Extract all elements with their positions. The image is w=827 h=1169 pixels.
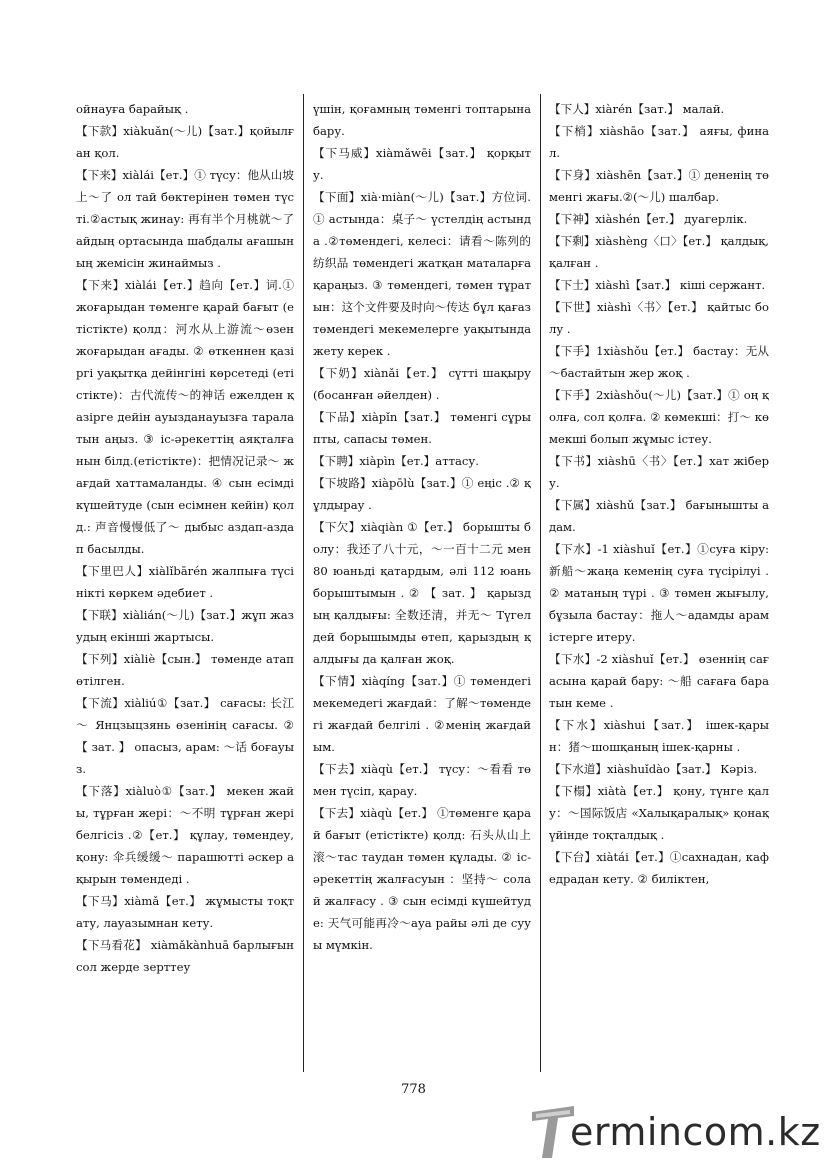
dictionary-entry: 【下榻】xiàtà【ет.】 қону, түнге қалу：～国际饭店 «Халықаралық» қонақ үйінде тоқталдық . [549, 784, 769, 842]
dictionary-entry: 【下来】xiàlái【ет.】趋向【ет.】词.① жоғарыдан төменге қарай бағыт (етістікте) қолд：河水从上游流～өзен жоғарыдан ағады. ② өткеннен қазіргі уақытқа дейінгіні көрсетеді (етістікте)：古代流传～的神话 ежелден қазірге дейін ауызданауызға таралатын аңыз. ③ іс-әрекеттің аяқталғанын білд.(етістікте)：把情况记录～ жағдай хаттамаланды. ④ сын есімді күшейтуде (сын есімнен кейін) қолд.: 声音慢慢低了～ дыбыс аздап-аздап басылды. [76, 278, 294, 556]
dictionary-entry: 【下台】xiàtái【ет.】①сахнадан, кафедрадан кету. ② биліктен, [549, 850, 769, 886]
column-right [549, 98, 769, 1073]
dictionary-entry: 【下来】xiàlái【ет.】① түсу：他从山坡上～了 ол тай бөктерінен төмен түсті.②астық жинау: 再有半个月桃就～了 айдың ортасында шабдалы ағашының жемісін жинаймыз . [76, 168, 294, 270]
column-left [76, 98, 294, 1073]
dictionary-entry: 【下品】xiàpǐn【зат.】 төменгі сұрыпты, сапасы төмен. [313, 410, 531, 446]
dictionary-entry: 【下士】xiàshì【зат.】 кіші сержант. [549, 278, 766, 292]
dictionary-entry: 【下身】xiàshēn【зат.】① дененің төменгі жағы.②(～儿) шалбар. [549, 168, 769, 204]
dictionary-entry: 【下属】xiàshǔ【зат.】 бағынышты адам. [549, 498, 769, 534]
termincom-logo [524, 1098, 824, 1162]
dictionary-entry: 【下坡路】xiàpōlù【зат.】① еңіс .② құлдырау . [313, 476, 531, 512]
dictionary-entry: 【下世】xiàshì〈书〉【ет.】 қайтыс болу . [549, 300, 769, 336]
dictionary-entry: 【下剩】xiàshèng〈口〉【ет.】 қалдық, қалған . [549, 234, 769, 270]
logo-t-glyph-icon [528, 1104, 576, 1160]
dictionary-entry: үшін, қоғамның төменгі топтарына бару. [313, 102, 531, 138]
dictionary-entry: 【下流】xiàliú①【зат.】 сағасы: 长江～ Янцзыцзянь өзенінің сағасы. ② 【 зат. 】 опасыз, арам: ～话 боғауыз. [76, 696, 294, 776]
dictionary-entry: 【下神】xiàshén【ет.】 дуагерлік. [549, 212, 748, 226]
page-number: 778 [401, 1082, 426, 1097]
dictionary-entry: 【下情】xiàqíng【зат.】① төмендегі мекемедегі жағдай：了解～төмендегі жағдай белгілі . ②менің жағдайым. [313, 674, 531, 754]
dictionary-entry: 【下里巴人】xiàlǐbārén жалпыға түсінікті көркем әдебиет . [76, 564, 294, 600]
dictionary-entry: 【下手】1xiàshǒu【ет.】 бастау：无从～бастайтын жер жоқ . [549, 344, 769, 380]
dictionary-entry: 【下款】xiàkuǎn(～儿)【зат.】қойылған қол. [76, 124, 294, 160]
dictionary-entry: 【下水】-1 xiàshuǐ【ет.】①суға кіру: 新船～жаңа кеменің суға түсірілуі .② матаның түрі . ③ төмен жығылу,бұзыла бастау：拖人～адамды арам істерге итеру. [549, 542, 769, 644]
column-divider-left [303, 94, 304, 1072]
dictionary-entry: 【下列】xiàliè【сын.】 төменде атап өтілген. [76, 652, 294, 688]
dictionary-entry: 【下去】xiàqù【ет.】 түсу：～看看 төмен түсіп, қарау. [313, 762, 531, 798]
dictionary-entry: 【下人】xiàrén【зат.】 малай. [549, 102, 725, 116]
dictionary-entry: 【下联】xiàlián(～儿)【зат.】жұп жазудың екінші жартысы. [76, 608, 294, 644]
dictionary-entry: 【下欠】xiàqiàn ①【ет.】 борышты болу：我还了八十元，～一百十二元 мен 80 юаньді қатардым, әлі 112 юань борыштымын . ② 【 зат. 】 қарыздың қалдығы: 全数还清，并无～ Түгелдей борышымды өтеп, қарыздың қалдығы да қалған жоқ. [313, 520, 531, 666]
dictionary-entry: 【下水】-2 xiàshuǐ【ет.】 өзеннің сағасына қарай бару: ～船 сағаға баратын кеме . [549, 652, 769, 710]
logo-text: ermincom.kz [570, 1110, 821, 1154]
dictionary-entry: 【下水】xiàshui【зат.】 ішек-қарын：猪～шошқаның ішек-қарны . [549, 718, 769, 754]
dictionary-entry: 【下马威】xiàmǎwēi【зат.】 қорқыту. [313, 146, 531, 182]
dictionary-entry: 【下水道】xiàshuǐdào【зат.】 Кәріз. [549, 762, 758, 776]
dictionary-entry: ойнауға барайық . [76, 102, 189, 116]
column-divider-right [540, 94, 541, 1072]
dictionary-entry: 【下马看花】 xiàmǎkànhuā барлығын сол жерде зерттеу [76, 938, 294, 974]
dictionary-entry: 【下落】xiàluò①【зат.】 мекен жайы, тұрған жері：～不明 тұрған жері белгісіз .②【ет.】 құлау, төмендеу, қону: 伞兵缓缓～ парашютті әскер ақырын төмендеді . [76, 784, 294, 886]
dictionary-entry: 【下聘】xiàpìn【ет.】аттасу. [313, 454, 479, 468]
column-middle [313, 98, 531, 1073]
dictionary-entry: 【下书】xiàshū〈书〉【ет.】хат жіберу. [549, 454, 769, 490]
dictionary-entry: 【下马】xiàmǎ【ет.】 жұмысты тоқтату, лауазымнан кету. [76, 894, 294, 930]
dictionary-entry: 【下奶】xiànǎi【ет.】 сүтті шақыру (босанған әйелден) . [313, 366, 531, 402]
dictionary-entry: 【下梢】xiàshāo【зат.】 аяғы, финал. [549, 124, 769, 160]
dictionary-entry: 【下面】xià·miàn(～儿)【зат.】方位词.① астында：桌子～ үстелдің астында .②төмендегі, келесі：请看～陈列的纺织品 төмендегі жатқан маталарға қараңыз. ③ төмендегі, төмен тұратын：这个文件要及时向～传达 бұл қағаз төмендегі мекемелерге уақытында жету керек . [313, 190, 531, 358]
dictionary-entry: 【下去】xiàqù【ет.】 ①төменге қарай бағыт (етістікте) қолд: 石头从山上滚～тас таудан төмен құлады. ② іс-әрекеттің жалғасуын ：坚持～ солай жалғасу . ③ сын есімді күшейтуде: 天气可能再冷～ауа райы әлі де сууы мүмкін. [313, 806, 531, 952]
dictionary-entry: 【下手】2xiàshǒu(～儿)【зат.】① оң қолға, сол қолға. ② көмекші：打～ көмекші болып жұмыс істеу. [549, 388, 769, 446]
